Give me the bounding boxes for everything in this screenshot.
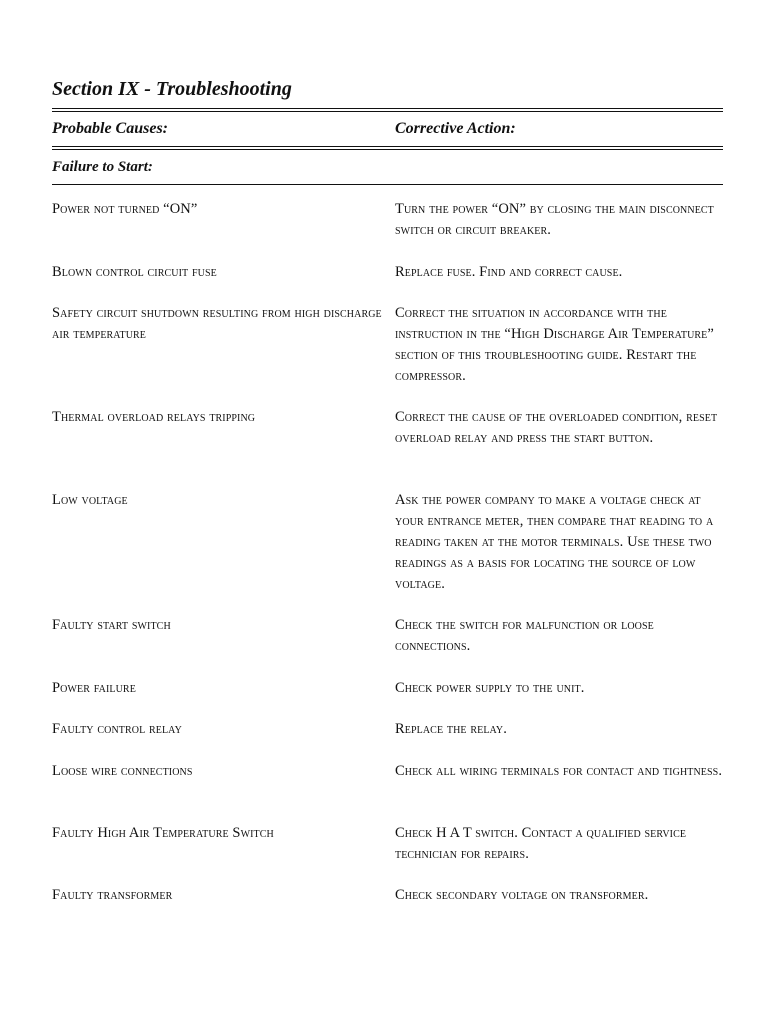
- action-cell: Check secondary voltage on transformer.: [395, 887, 649, 903]
- cause-cell: Safety circuit shutdown resulting from high discharge air temperature: [52, 305, 382, 342]
- cause-cell: Loose wire connections: [52, 763, 193, 779]
- table-row: [52, 719, 723, 761]
- cause-cell: Faulty transformer: [52, 887, 173, 903]
- cause-cell: Faulty start switch: [52, 617, 171, 633]
- action-cell: Check all wiring terminals for contact and tightness.: [395, 763, 723, 779]
- table-row: [52, 199, 723, 262]
- table-row: [52, 303, 723, 407]
- table-row: [52, 823, 723, 885]
- failure-to-start-heading: Failure to Start:: [52, 158, 153, 175]
- cause-cell: Low voltage: [52, 492, 128, 508]
- cause-cell: Thermal overload relays tripping: [52, 409, 256, 425]
- cause-cell: Blown control circuit fuse: [52, 264, 217, 280]
- table-row: [52, 678, 723, 719]
- cause-cell: Power not turned “ON”: [52, 201, 198, 217]
- action-cell: Replace the relay.: [395, 721, 507, 737]
- action-cell: Correct the cause of the overloaded condition, reset overload relay and press the start button.: [395, 409, 718, 446]
- action-cell: Ask the power company to make a voltage check at your entrance meter, then compare that reading to a reading taken at the motor terminals. Use these two readings as a basis for locating the source of low voltage.: [395, 492, 714, 592]
- troubleshooting-rows: [52, 199, 723, 927]
- cause-cell: Faulty High Air Temperature Switch: [52, 825, 274, 841]
- action-cell: Turn the power “ON” by closing the main disconnect switch or circuit breaker.: [395, 201, 714, 238]
- action-cell: Check H A T switch. Contact a qualified service technician for repairs.: [395, 825, 687, 862]
- table-row: [52, 615, 723, 678]
- subheading-rule: [52, 184, 723, 185]
- section-title: Section IX - Troubleshooting: [52, 78, 292, 100]
- action-cell: Correct the situation in accordance with the instruction in the “High Discharge Air Temperature” section of this troubleshooting guide. Restart the compressor.: [395, 305, 714, 384]
- cause-cell: Faulty control relay: [52, 721, 182, 737]
- table-row: [52, 262, 723, 303]
- table-row: [52, 761, 723, 823]
- cause-cell: Power failure: [52, 680, 136, 696]
- header-corrective-action: Corrective Action:: [395, 120, 516, 137]
- table-row: [52, 885, 723, 927]
- document-page: [52, 72, 723, 927]
- table-header: [52, 112, 723, 146]
- action-cell: Check power supply to the unit.: [395, 680, 585, 696]
- action-cell: Replace fuse. Find and correct cause.: [395, 264, 623, 280]
- action-cell: Check the switch for malfunction or loose connections.: [395, 617, 654, 654]
- header-probable-causes: Probable Causes:: [52, 120, 168, 137]
- table-row: [52, 407, 723, 490]
- table-row: [52, 490, 723, 615]
